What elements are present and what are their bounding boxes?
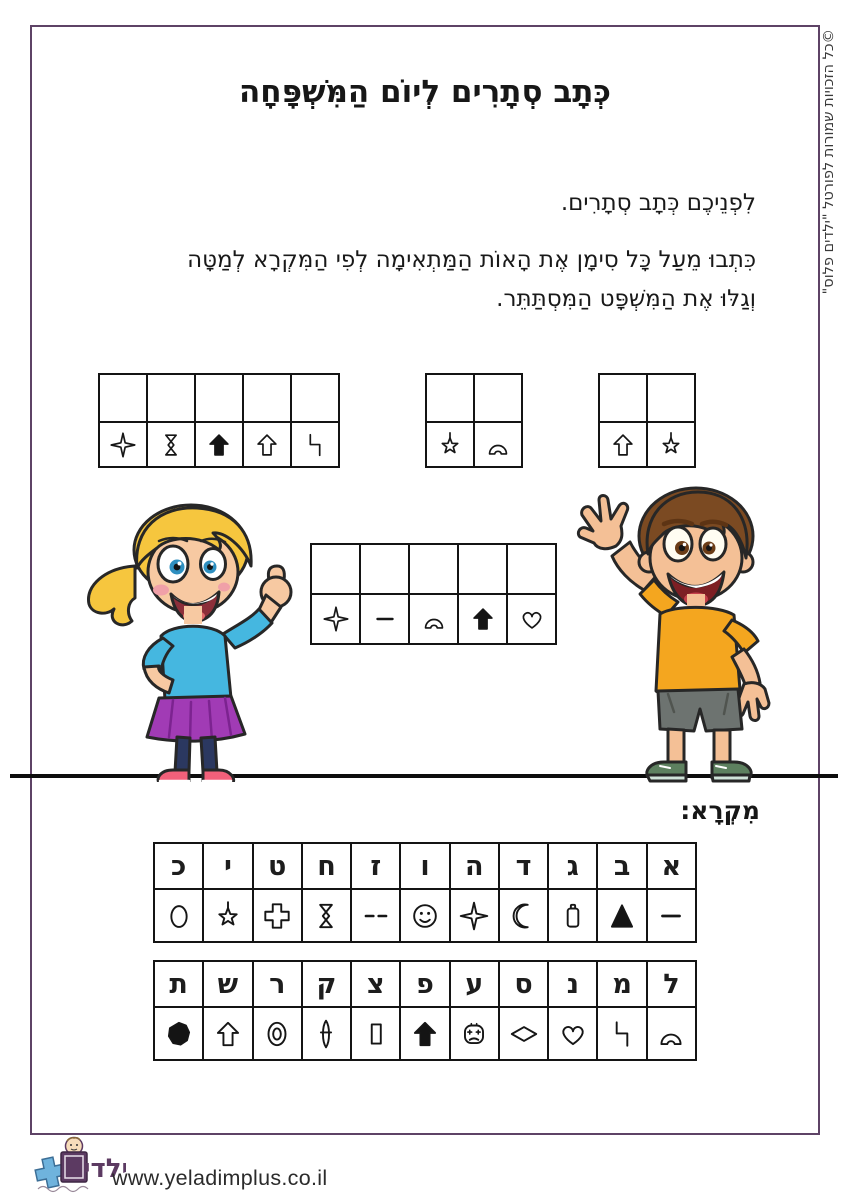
answer-cell[interactable]: [291, 374, 339, 422]
website-url: www.yeladimplus.co.il: [112, 1166, 328, 1190]
legend-letter-cell: ג: [548, 843, 597, 889]
legend-label: מִקְרָא:: [680, 796, 760, 825]
instruction-line-1: לִפְנֵיכֶם כְּתָב סְתָרִים.: [560, 190, 756, 216]
triangle-filled-icon: [597, 889, 646, 942]
heart-icon: [507, 594, 556, 644]
answer-cell[interactable]: [409, 544, 458, 594]
answer-cell[interactable]: [243, 374, 291, 422]
legend-table-alef-kaf: [153, 842, 697, 943]
legend-letter-cell: פ: [400, 961, 449, 1007]
oval-icon: [154, 889, 203, 942]
puzzle-grid-word-1: [598, 373, 696, 468]
legend-letter-cell: ר: [253, 961, 302, 1007]
answer-cell[interactable]: [195, 374, 243, 422]
step-line-icon: [291, 422, 339, 467]
star-stick-icon: [203, 889, 252, 942]
arch-icon: [409, 594, 458, 644]
sad-face-icon: [450, 1007, 499, 1060]
instructions: [106, 184, 756, 320]
legend-letter-cell: ס: [499, 961, 548, 1007]
star-stick-icon: [426, 422, 474, 467]
legend-letter-cell: ק: [302, 961, 351, 1007]
legend-letter-cell: צ: [351, 961, 400, 1007]
answer-cell[interactable]: [426, 374, 474, 422]
star-4point-icon: [311, 594, 360, 644]
answer-cell[interactable]: [311, 544, 360, 594]
answer-cell[interactable]: [360, 544, 409, 594]
battery-icon: [548, 889, 597, 942]
star-4point-icon: [99, 422, 147, 467]
smiley-face-icon: [400, 889, 449, 942]
crescent-icon: [499, 889, 548, 942]
arrow-filled-icon: [195, 422, 243, 467]
puzzle-grid-word-2: [425, 373, 523, 468]
legend-letter-cell: נ: [548, 961, 597, 1007]
hourglass-icon: [302, 889, 351, 942]
legend-letter-cell: ת: [154, 961, 203, 1007]
instruction-line-3: וְגַלּוּ אֶת הַמִּשְׁפָּט הַמִּסְתַּתֵּר.: [496, 286, 756, 313]
instruction-line-2: כִּתְבוּ מֵעַל כָּל סִימָן אֶת הָאוֹת הַמַּתְאִימָה לְפִי הַמִּקְרָא לְמַטָּה: [187, 246, 756, 273]
answer-cell[interactable]: [507, 544, 556, 594]
arch-icon: [647, 1007, 696, 1060]
arrow-outline-icon: [243, 422, 291, 467]
legend-table-lamed-tav: [153, 960, 697, 1061]
answer-cell[interactable]: [599, 374, 647, 422]
legend-letter-cell: ע: [450, 961, 499, 1007]
answer-cell[interactable]: [474, 374, 522, 422]
legend-letter-cell: ט: [253, 843, 302, 889]
spindle-icon: [302, 1007, 351, 1060]
heart-icon: [548, 1007, 597, 1060]
legend-letter-cell: ש: [203, 961, 252, 1007]
legend-letter-cell: מ: [597, 961, 646, 1007]
arrow-filled-icon: [458, 594, 507, 644]
legend-letter-cell: י: [203, 843, 252, 889]
legend-letter-cell: ה: [450, 843, 499, 889]
copyright-notice: ©כל הזכויות שמורות לפורטל "ילדים פלוס": [821, 29, 837, 295]
logo-script-decoration: [38, 1187, 88, 1192]
legend-letter-cell: א: [647, 843, 696, 889]
answer-cell[interactable]: [647, 374, 695, 422]
cross-icon: [253, 889, 302, 942]
boy-illustration: [556, 478, 790, 788]
step-line-icon: [597, 1007, 646, 1060]
diamond-wide-icon: [499, 1007, 548, 1060]
legend-letter-cell: ז: [351, 843, 400, 889]
legend-letter-cell: כ: [154, 843, 203, 889]
arrow-filled-icon: [400, 1007, 449, 1060]
double-dash-icon: [351, 889, 400, 942]
dash-icon: [647, 889, 696, 942]
arch-icon: [474, 422, 522, 467]
double-oval-icon: [253, 1007, 302, 1060]
blob-filled-icon: [154, 1007, 203, 1060]
legend-letter-cell: ח: [302, 843, 351, 889]
star-4point-icon: [450, 889, 499, 942]
arrow-outline-icon: [599, 422, 647, 467]
answer-cell[interactable]: [458, 544, 507, 594]
dash-icon: [360, 594, 409, 644]
logo-text: ילדי: [82, 1154, 126, 1184]
hourglass-icon: [147, 422, 195, 467]
arrow-outline-icon: [203, 1007, 252, 1060]
legend-letter-cell: ו: [400, 843, 449, 889]
rectangle-icon: [351, 1007, 400, 1060]
girl-illustration: [73, 490, 297, 782]
answer-cell[interactable]: [99, 374, 147, 422]
star-stick-icon: [647, 422, 695, 467]
puzzle-grid-word-3: [98, 373, 340, 468]
legend-letter-cell: ב: [597, 843, 646, 889]
puzzle-grid-word-4: [310, 543, 557, 645]
answer-cell[interactable]: [147, 374, 195, 422]
page-title: כְּתָב סְתָרִים לְיוֹם הַמִּשְׁפָּחָה: [239, 74, 611, 110]
legend-letter-cell: ד: [499, 843, 548, 889]
legend-letter-cell: ל: [647, 961, 696, 1007]
